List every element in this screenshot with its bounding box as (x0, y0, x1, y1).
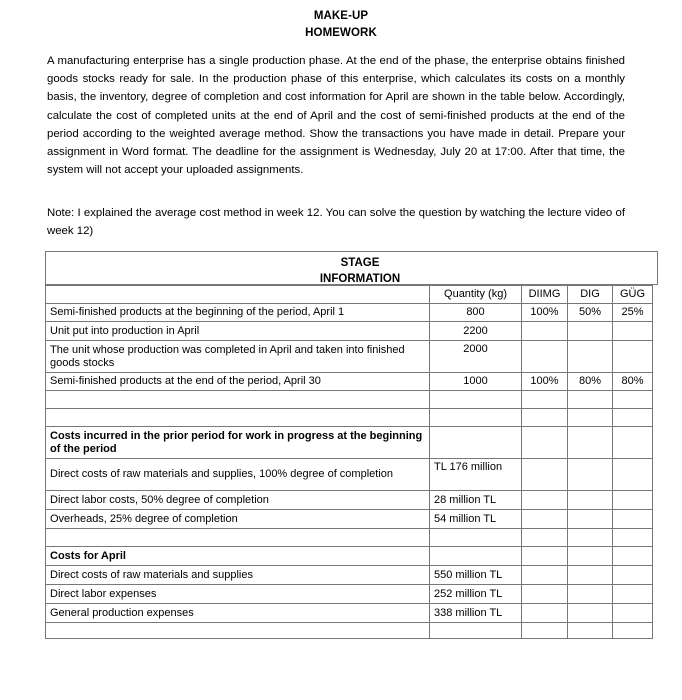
table-row (46, 459, 653, 491)
row-label: The unit whose production was completed in April and taken into finished goods stocks (46, 341, 430, 373)
spacer-row (46, 409, 653, 427)
row-label: Direct labor costs, 50% degree of completion (46, 491, 430, 510)
quantity-cell: 800 (430, 304, 522, 322)
april-costs-heading: Costs for April (46, 547, 430, 566)
prior-costs-heading: Costs incurred in the prior period for work in progress at the beginning of the period (46, 427, 430, 459)
diimg-cell: 100% (522, 373, 568, 391)
spacer-row (46, 391, 653, 409)
row-label: Overheads, 25% degree of completion (46, 510, 430, 529)
amount-cell: 338 million TL (430, 604, 522, 623)
diimg-cell (522, 322, 568, 341)
diimg-cell: 100% (522, 304, 568, 322)
note-paragraph: Note: I explained the average cost method in week 12. You can solve the question by watching the lecture video of week 12) (47, 207, 625, 238)
diimg-cell (522, 341, 568, 373)
gug-cell (613, 322, 653, 341)
row-label: Direct costs of raw materials and supplies (46, 566, 430, 585)
gug-cell: 25% (613, 304, 653, 322)
amount-cell: 54 million TL (430, 510, 522, 529)
table-row (46, 322, 653, 341)
table-row (46, 373, 653, 391)
diimg-header: DIIMG (522, 286, 568, 304)
amount-cell: 252 million TL (430, 585, 522, 604)
table-row (46, 585, 653, 604)
row-label: Unit put into production in April (46, 322, 430, 341)
row-label: Semi-finished products at the beginning of the period, April 1 (46, 304, 430, 322)
dig-cell: 50% (568, 304, 613, 322)
gug-cell (613, 341, 653, 373)
spacer-row (46, 529, 653, 547)
table-row (46, 510, 653, 529)
dig-cell: 80% (568, 373, 613, 391)
amount-cell: 28 million TL (430, 491, 522, 510)
table-row (46, 566, 653, 585)
quantity-cell: 2200 (430, 322, 522, 341)
table-row (46, 604, 653, 623)
amount-cell: 550 million TL (430, 566, 522, 585)
row-label: General production expenses (46, 604, 430, 623)
title-line-1: MAKE-UP (313, 10, 369, 22)
amount-cell: TL 176 million (430, 459, 522, 491)
dig-header: DIG (568, 286, 613, 304)
dig-cell (568, 341, 613, 373)
gug-header: GÜG (613, 286, 653, 304)
table-header-row (46, 286, 653, 304)
row-label: Direct labor expenses (46, 585, 430, 604)
row-label: Semi-finished products at the end of the period, April 30 (46, 373, 430, 391)
cost-table (45, 285, 653, 639)
section-heading-row (46, 547, 653, 566)
table-row (46, 304, 653, 322)
title-line-2: HOMEWORK (305, 27, 377, 39)
quantity-cell: 2000 (430, 341, 522, 373)
section-heading-row (46, 427, 653, 459)
quantity-cell: 1000 (430, 373, 522, 391)
stage-label: STAGE (340, 257, 380, 269)
gug-cell: 80% (613, 373, 653, 391)
quantity-header: Quantity (kg) (430, 286, 522, 304)
spacer-row (46, 623, 653, 639)
stage-information-label: INFORMATION (319, 273, 401, 285)
dig-cell (568, 322, 613, 341)
row-label: Direct costs of raw materials and supplies, 100% degree of completion (46, 459, 430, 491)
intro-paragraph: A manufacturing enterprise has a single production phase. At the end of the phase, the enterprise obtains finished goods stocks ready for sale. In the production phase of this enterprise, which calculates its costs on a monthly basis, the inventory, degree of completion and cost information for April are shown in the table below. Accordingly, calculate the cost of completed units at the end of April and the cost of semi-finished products at the end of the period according to the weighted average method. Show the transactions you have made in detail. Prepare your assignment in Word format. The deadline for the assignment is Wednesday, July 20 at 17:00. After that time, the system will not accept your uploaded assignments. (47, 55, 625, 177)
blank-cell (46, 286, 430, 304)
table-row (46, 341, 653, 373)
table-row (46, 491, 653, 510)
